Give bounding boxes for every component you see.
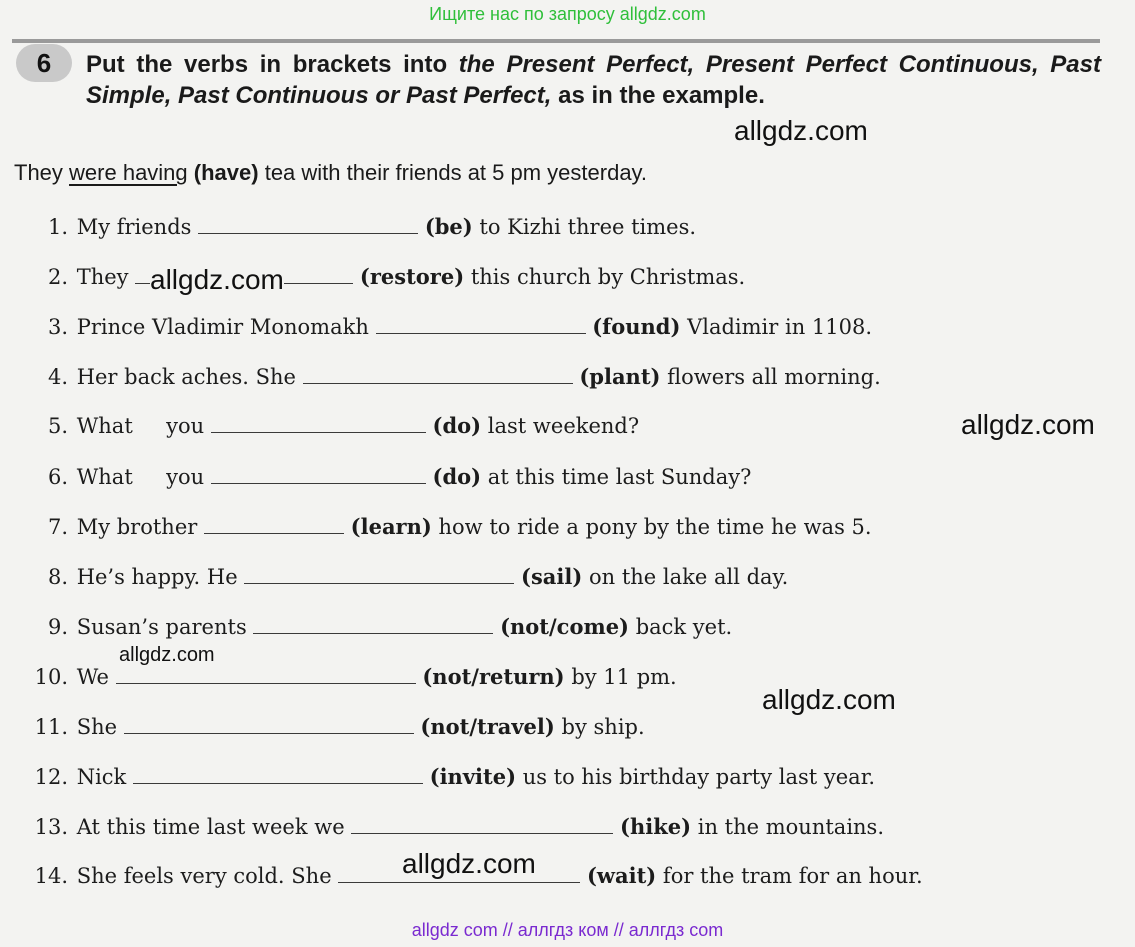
exercise-14 bbox=[12, 860, 1102, 892]
answer-blank[interactable] bbox=[211, 412, 426, 433]
exercise-before: He’s happy. He bbox=[76, 565, 238, 589]
exercise-number: 8. bbox=[47, 565, 68, 589]
example-after: tea with their friends at 5 pm yesterday. bbox=[258, 160, 648, 185]
exercise-8 bbox=[12, 561, 1102, 593]
exercise-after: to Kizhi three times. bbox=[479, 215, 697, 239]
exercise-after: last weekend? bbox=[487, 414, 640, 438]
exercise-number: 9. bbox=[47, 615, 68, 639]
example-verb: (have) bbox=[193, 160, 259, 185]
exercise-number: 2. bbox=[47, 265, 68, 289]
watermark: allgdz.com bbox=[762, 684, 896, 715]
exercise-after: flowers all morning. bbox=[667, 365, 881, 389]
exercise-before: My brother bbox=[76, 515, 198, 539]
example-answer: were having bbox=[69, 160, 188, 185]
exercise-before: What you bbox=[76, 414, 205, 438]
exercise-after: by 11 pm. bbox=[571, 665, 677, 689]
watermark: allgdz.com bbox=[961, 409, 1095, 440]
watermark: allgdz.com bbox=[119, 644, 215, 666]
instruction-tenses: the Present Perfect, Present Perfect Continuous, Past Simple, Past Continuous or Past Perfect, bbox=[86, 51, 1101, 109]
exercise-verb: (hike) bbox=[620, 814, 692, 839]
exercise-after: in the mountains. bbox=[697, 815, 885, 839]
exercise-3 bbox=[12, 311, 1102, 343]
exercise-after: this church by Christmas. bbox=[470, 265, 746, 289]
instruction-text-1: Put the verbs in brackets into bbox=[86, 51, 459, 78]
answer-blank[interactable] bbox=[124, 713, 414, 734]
task-instruction bbox=[86, 49, 1101, 111]
watermark: allgdz.com bbox=[402, 848, 536, 879]
exercise-verb: (plant) bbox=[579, 364, 661, 389]
exercise-before: They bbox=[76, 265, 129, 289]
exercise-after: how to ride a pony by the time he was 5. bbox=[438, 515, 872, 539]
answer-blank[interactable] bbox=[211, 463, 426, 484]
exercise-before: We bbox=[76, 665, 109, 689]
exercise-verb: (learn) bbox=[350, 514, 432, 539]
exercise-number: 12. bbox=[34, 765, 68, 789]
example-before: They bbox=[14, 160, 70, 185]
exercise-after: Vladimir in 1108. bbox=[687, 315, 873, 339]
exercise-before: Her back aches. She bbox=[76, 365, 296, 389]
exercise-verb: (invite) bbox=[429, 764, 516, 789]
exercise-before: What you bbox=[76, 465, 205, 489]
instruction-text-2: as in the example. bbox=[551, 82, 765, 109]
exercise-number: 7. bbox=[47, 515, 68, 539]
exercise-after: back yet. bbox=[635, 615, 733, 639]
watermark: allgdz.com bbox=[734, 115, 868, 146]
exercise-verb: (do) bbox=[432, 464, 482, 489]
exercise-verb: (restore) bbox=[359, 264, 465, 289]
answer-blank[interactable] bbox=[198, 213, 418, 234]
exercise-before: Nick bbox=[76, 765, 127, 789]
answer-blank[interactable] bbox=[303, 363, 573, 384]
answer-blank[interactable] bbox=[376, 313, 586, 334]
exercise-number: 14. bbox=[34, 864, 68, 888]
exercise-9 bbox=[12, 611, 1102, 643]
exercise-number: 11. bbox=[34, 715, 68, 739]
exercise-before: Prince Vladimir Monomakh bbox=[76, 315, 369, 339]
exercise-after: by ship. bbox=[561, 715, 645, 739]
exercise-verb: (not/come) bbox=[500, 614, 629, 639]
example-sentence bbox=[14, 160, 1014, 186]
answer-blank[interactable] bbox=[133, 763, 423, 784]
answer-blank[interactable] bbox=[204, 513, 344, 534]
watermark: allgdz.com bbox=[150, 264, 284, 295]
exercise-number: 10. bbox=[34, 665, 68, 689]
exercise-1 bbox=[12, 211, 1102, 243]
exercise-number: 5. bbox=[47, 414, 68, 438]
answer-blank[interactable] bbox=[351, 813, 613, 834]
exercise-verb: (sail) bbox=[521, 564, 583, 589]
exercise-12 bbox=[12, 761, 1102, 793]
exercise-verb: (do) bbox=[432, 413, 482, 438]
exercise-before: At this time last week we bbox=[76, 815, 345, 839]
exercise-5 bbox=[12, 410, 1102, 442]
exercise-number: 4. bbox=[47, 365, 68, 389]
exercise-after: for the tram for an hour. bbox=[662, 864, 923, 888]
exercise-verb: (be) bbox=[424, 214, 473, 239]
exercise-13 bbox=[12, 811, 1102, 843]
exercise-number: 6. bbox=[47, 465, 68, 489]
exercise-after: us to his birthday party last year. bbox=[522, 765, 876, 789]
exercise-after: on the lake all day. bbox=[588, 565, 789, 589]
bottom-banner: allgdz com // аллгдз ком // аллгдз com bbox=[411, 920, 724, 940]
exercise-after: at this time last Sunday? bbox=[487, 465, 752, 489]
exercise-verb: (not/return) bbox=[422, 664, 565, 689]
answer-blank[interactable] bbox=[244, 563, 514, 584]
task-number-badge: 6 bbox=[16, 44, 72, 82]
exercise-6 bbox=[12, 461, 1102, 493]
exercise-verb: (found) bbox=[592, 314, 681, 339]
exercise-before: Susan’s parents bbox=[76, 615, 247, 639]
exercise-11 bbox=[12, 711, 1102, 743]
exercise-verb: (not/travel) bbox=[420, 714, 555, 739]
exercise-4 bbox=[12, 361, 1102, 393]
exercise-number: 1. bbox=[47, 215, 68, 239]
exercise-7 bbox=[12, 511, 1102, 543]
top-banner: Ищите нас по запросу allgdz.com bbox=[429, 4, 706, 24]
page-top-rule bbox=[12, 39, 1100, 43]
exercise-number: 3. bbox=[47, 315, 68, 339]
exercise-before: My friends bbox=[76, 215, 192, 239]
answer-blank[interactable] bbox=[253, 613, 493, 634]
exercise-before: She bbox=[76, 715, 118, 739]
exercise-number: 13. bbox=[34, 815, 68, 839]
exercise-before: She feels very cold. She bbox=[76, 864, 332, 888]
exercise-verb: (wait) bbox=[587, 863, 657, 888]
